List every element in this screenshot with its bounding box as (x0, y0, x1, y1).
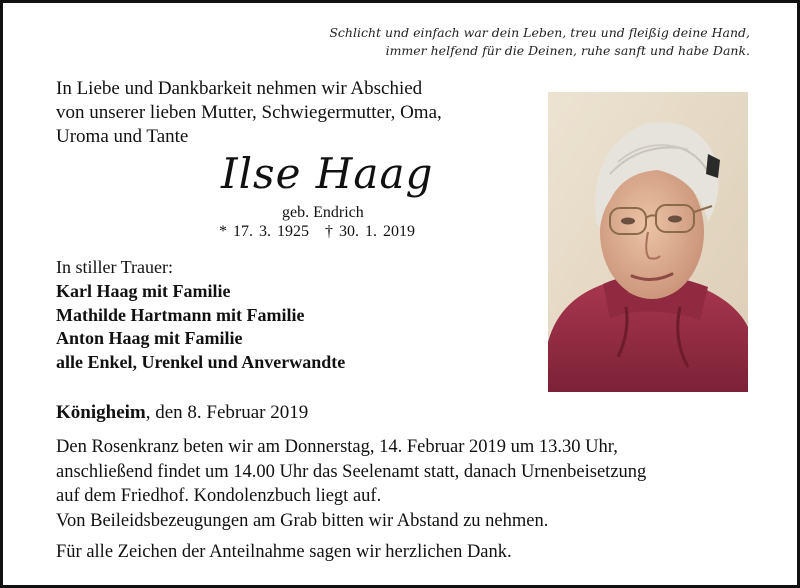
details-line: Den Rosenkranz beten wir am Donnerstag, 14. Februar 2019 um 13.30 Uhr, (56, 437, 618, 457)
place-date (56, 402, 308, 424)
notice-date: , den 8. Februar 2019 (145, 402, 309, 423)
intro-line: In Liebe und Dankbarkeit nehmen wir Abschied (56, 78, 423, 99)
service-details (56, 435, 646, 533)
life-dates (219, 223, 415, 241)
mourner-entry: Anton Haag mit Familie (56, 328, 243, 348)
details-line: anschließend findet um 14.00 Uhr das Seelenamt statt, danach Urnenbeisetzung (56, 461, 647, 482)
maiden-name: geb. Endrich (282, 204, 364, 221)
birth-date: * 17. 3. 1925 (219, 223, 309, 240)
details-line: auf dem Friedhof. Kondolenzbuch liegt auf. (56, 486, 382, 506)
death-date: † 30. 1. 2019 (325, 223, 415, 240)
details-line: Von Beileidsbezeugungen am Grab bitten wir Abstand zu nehmen. (56, 510, 549, 531)
motto-verse (329, 24, 750, 60)
portrait-photo (548, 92, 748, 392)
intro-line: Uroma und Tante (56, 126, 189, 147)
mourner-entry: alle Enkel, Urenkel und Anverwandte (56, 351, 346, 372)
thanks-text: Für alle Zeichen der Anteilnahme sagen wir herzlichen Dank. (56, 542, 512, 562)
place-name: Königheim (56, 402, 146, 423)
deceased-name: Ilse Haag (221, 149, 434, 198)
intro-text (56, 77, 442, 149)
intro-line: von unserer lieben Mutter, Schwiegermutter, Oma, (56, 102, 442, 123)
motto-line: immer helfend für die Deinen, ruhe sanft und habe Dank. (385, 43, 750, 58)
mourners-list (56, 280, 345, 374)
mourner-entry: Mathilde Hartmann mit Familie (56, 304, 305, 325)
motto-line: Schlicht und einfach war dein Leben, treu und fleißig deine Hand, (329, 25, 750, 40)
mourner-entry: Karl Haag mit Familie (56, 281, 231, 301)
mourners-heading: In stiller Trauer: (56, 257, 173, 277)
